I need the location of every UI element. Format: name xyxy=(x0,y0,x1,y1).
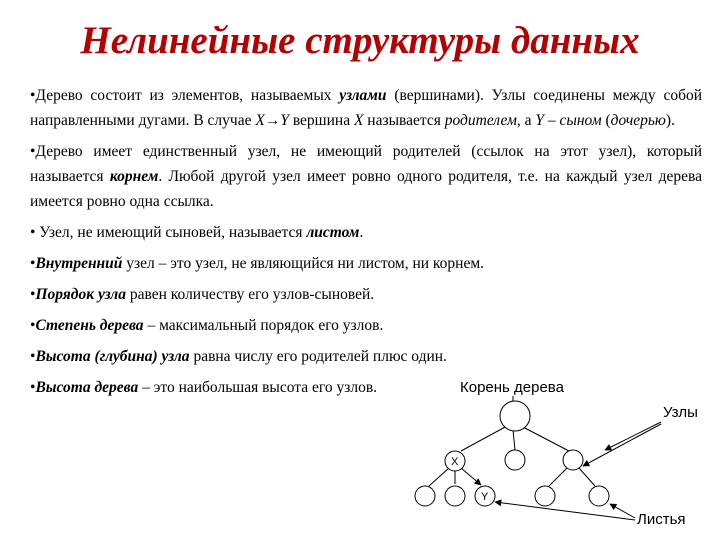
tree-diagram xyxy=(405,372,715,540)
tree-node xyxy=(563,450,583,470)
text: узел – это узел, не являющийся ни листом, ни корнем. xyxy=(122,255,485,272)
text: , а xyxy=(516,112,536,129)
edge xyxy=(513,430,515,450)
leaf-node xyxy=(535,486,555,506)
bullet-node-order xyxy=(30,282,702,307)
text: . Любой другой узел имеет ровно одного родителя, т.е. на каждый узел дерева имеется ровно одна ссылка. xyxy=(30,168,702,210)
leaf-node xyxy=(445,486,465,506)
text: – это наибольшая высота его узлов. xyxy=(138,379,378,396)
var-x: X xyxy=(353,112,364,129)
leaves-label: Листья xyxy=(637,511,686,528)
edge xyxy=(579,468,595,486)
term-root: корнем xyxy=(109,168,159,185)
bullet-tree-definition xyxy=(30,83,702,133)
var-x: X xyxy=(255,112,265,129)
node-x-label: X xyxy=(451,456,459,468)
nodes-pointer-arrow xyxy=(583,424,661,466)
leaves-pointer-arrow xyxy=(610,504,635,518)
var-y: Y xyxy=(535,112,544,129)
term-tree-height: Высота дерева xyxy=(35,379,139,396)
term-internal: Внутренний xyxy=(35,255,123,272)
text: вершина xyxy=(288,112,354,129)
leaves-pointer-arrow xyxy=(495,502,635,520)
tree-node xyxy=(505,450,525,470)
bullet-tree-degree xyxy=(30,313,702,338)
bullet-leaf-definition xyxy=(30,220,702,245)
bullet-list xyxy=(30,83,702,406)
nodes-label: Узлы xyxy=(663,404,698,421)
text: ( xyxy=(601,112,611,129)
bullet-root-definition xyxy=(30,139,702,214)
edge-x-to-y xyxy=(461,468,481,485)
arrow-symbol: → xyxy=(264,112,281,129)
term-node-height: Высота (глубина) узла xyxy=(35,348,190,365)
term-son: сыном xyxy=(559,112,602,129)
text: •Дерево состоит из элементов, называемых xyxy=(30,87,340,104)
bullet-node-height xyxy=(30,344,702,369)
text: • xyxy=(30,379,36,396)
text: • xyxy=(30,255,36,272)
nodes-pointer-arrow xyxy=(605,422,661,450)
term-nodes: узлами xyxy=(339,87,387,104)
term-tree-degree: Степень дерева xyxy=(35,317,144,334)
term-leaf: листом xyxy=(306,224,360,241)
text: •Дерево имеет единственный узел, не имеющий родителей (ссылок на этот узел), который называется xyxy=(30,143,702,185)
text: – xyxy=(543,112,560,129)
edge xyxy=(521,426,569,451)
node-y-label: Y xyxy=(481,491,489,503)
text: • xyxy=(30,286,36,303)
text: • Узел, не имеющий сыновей, называется xyxy=(30,224,307,241)
leaf-node xyxy=(415,486,435,506)
text: • xyxy=(30,348,36,365)
text: . xyxy=(359,224,364,241)
text: – максимальный порядок его узлов. xyxy=(143,317,384,334)
term-daughter: дочерью xyxy=(610,112,666,129)
edge xyxy=(429,468,449,486)
text: равна числу его родителей плюс один. xyxy=(189,348,447,365)
root-label: Корень дерева xyxy=(460,379,564,396)
text: называется xyxy=(363,112,445,129)
text: • xyxy=(30,317,36,334)
root-node xyxy=(500,401,530,431)
page-title: Нелинейные структуры данных xyxy=(80,19,640,62)
text: равен количеству его узлов-сыновей. xyxy=(126,286,375,303)
leaf-node xyxy=(589,486,609,506)
term-parent: родителем xyxy=(444,112,517,129)
bullet-internal-node xyxy=(30,251,702,276)
text: (вершинами). Узлы соединены между собой направленными дугами. В случае xyxy=(30,87,702,129)
edge xyxy=(549,468,567,486)
var-y: Y xyxy=(280,112,289,129)
term-node-order: Порядок узла xyxy=(35,286,126,303)
edge xyxy=(461,426,507,451)
text: ). xyxy=(665,112,675,129)
